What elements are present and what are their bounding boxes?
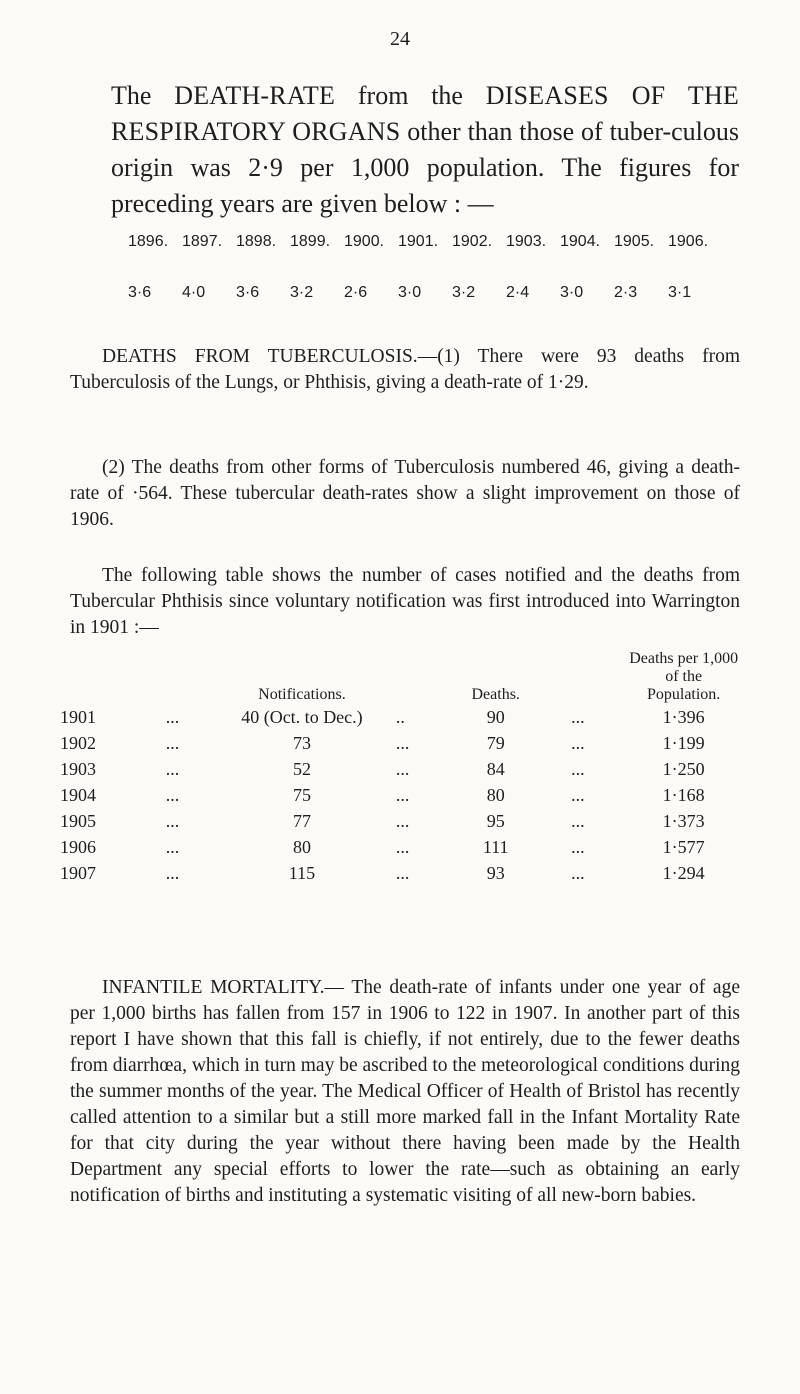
- row-notifications: 73: [292, 732, 311, 753]
- row-notifications: 80: [292, 836, 311, 857]
- rate-cell: 3·1: [668, 284, 692, 301]
- row-year: 1906: [60, 836, 96, 857]
- leader-dots: ...: [395, 732, 410, 753]
- row-notifications: 40 (Oct. to Dec.): [241, 706, 363, 727]
- tuberculosis-paragraph-2: (2) The deaths from other forms of Tuberculosis numbered 46, giving a death-rate of ·564. These tubercular death-rates show a slight improvement on those of 1906.: [70, 457, 740, 530]
- intro-caps-2: DISEASES OF THE RESPIRATORY ORGANS: [111, 81, 739, 146]
- rate-cell: 2·3: [614, 284, 638, 301]
- header-rate-line1: Deaths per 1,000: [629, 650, 739, 667]
- year-cell: 1903.: [506, 233, 547, 250]
- leader-dots: ...: [395, 810, 410, 831]
- year-cell: 1906.: [668, 233, 709, 250]
- year-cell: 1896.: [128, 233, 169, 250]
- year-cell: 1902.: [452, 233, 493, 250]
- header-notifications: Notifications.: [258, 686, 346, 703]
- tuberculosis-paragraph-3: The following table shows the number of cases notified and the deaths from Tubercular Phthisis since voluntary notification was first introduced into Warrington in 1901 :—: [70, 565, 740, 638]
- table-row: [60, 756, 760, 782]
- leader-dots: ...: [571, 784, 585, 805]
- tuberculosis-paragraph-1: [70, 344, 740, 396]
- rate-cell: 3·6: [236, 284, 260, 301]
- year-cell: 1898.: [236, 233, 277, 250]
- leader-dots: ...: [395, 758, 410, 779]
- row-rate: 1·373: [662, 810, 705, 831]
- table-row: [60, 860, 760, 886]
- row-year: 1901: [60, 706, 96, 727]
- leader-dots: ...: [571, 836, 585, 857]
- rate-cell: 3·2: [452, 284, 476, 301]
- row-rate: 1·294: [662, 862, 705, 883]
- years-row: [128, 233, 722, 251]
- row-rate: 1·396: [662, 706, 705, 727]
- row-deaths: 111: [482, 836, 509, 857]
- row-deaths: 90: [486, 706, 505, 727]
- table-row: [60, 782, 760, 808]
- intro-paragraph: [111, 78, 739, 222]
- leader-dots: ...: [571, 706, 585, 727]
- row-rate: 1·250: [662, 758, 705, 779]
- leader-dots: ...: [165, 836, 180, 857]
- rate-cell: 3·0: [398, 284, 422, 301]
- tuberculosis-heading: DEATHS FROM TUBERCULOSIS.: [102, 346, 418, 367]
- row-year: 1905: [60, 810, 96, 831]
- row-year: 1903: [60, 758, 96, 779]
- leader-dots: ...: [395, 862, 410, 883]
- row-notifications: 75: [292, 784, 311, 805]
- header-rate-line3: Population.: [646, 686, 721, 703]
- rate-cell: 3·0: [560, 284, 584, 301]
- intro-caps-1: DEATH-RATE: [174, 81, 336, 110]
- header-rate: [607, 650, 760, 704]
- infantile-paragraph: [70, 975, 740, 1209]
- year-cell: 1899.: [290, 233, 331, 250]
- rate-cell: 3·6: [128, 284, 152, 301]
- table-row: [60, 730, 760, 756]
- infantile-text: — The death-rate of infants under one year of age per 1,000 births has fallen from 157 in 1906 to 122 in 1907. In another part of this report I have shown that this fall is chiefly, if not entirely, due to the fewer deaths from diarrhœa, which in turn may be ascribed to the meteorological conditions during the summer months of the year. The Medical Officer of Health of Bristol has recently called attention to a similar but a still more marked fall in the Infant Mortality Rate for that city during the year without there having been made by the Health Department any special efforts to lower the rate—such as obtaining an early notification of births and instituting a systematic visiting of all new-born babies.: [70, 977, 740, 1206]
- rates-row: [128, 284, 722, 302]
- row-deaths: 95: [486, 810, 505, 831]
- page-number: 24: [390, 28, 410, 50]
- row-deaths: 80: [486, 784, 505, 805]
- leader-dots: ...: [165, 810, 180, 831]
- year-cell: 1897.: [182, 233, 223, 250]
- table-row: [60, 808, 760, 834]
- rate-cell: 4·0: [182, 284, 206, 301]
- row-year: 1902: [60, 732, 96, 753]
- table-header-row: [60, 650, 760, 704]
- leader-dots: ...: [165, 784, 180, 805]
- rate-cell: 2·4: [506, 284, 530, 301]
- row-deaths: 93: [486, 862, 505, 883]
- leader-dots: ...: [571, 732, 585, 753]
- leader-dots: ...: [165, 732, 180, 753]
- leader-dots: ...: [571, 862, 585, 883]
- row-year: 1904: [60, 784, 96, 805]
- intro-text-1: The: [111, 81, 175, 110]
- table-row: [60, 704, 760, 730]
- header-rate-line2: of the: [665, 668, 703, 685]
- year-cell: 1904.: [560, 233, 601, 250]
- row-deaths: 79: [486, 732, 505, 753]
- year-cell: 1905.: [614, 233, 655, 250]
- row-rate: 1·199: [662, 732, 705, 753]
- leader-dots: ...: [571, 810, 585, 831]
- leader-dots: ...: [571, 758, 585, 779]
- table-row: [60, 834, 760, 860]
- header-deaths: Deaths.: [471, 686, 520, 703]
- row-notifications: 77: [292, 810, 311, 831]
- rate-cell: 3·2: [290, 284, 314, 301]
- row-year: 1907: [60, 862, 96, 883]
- row-rate: 1·168: [662, 784, 705, 805]
- intro-text-2: from the: [335, 81, 486, 110]
- leader-dots: ...: [165, 862, 180, 883]
- row-notifications: 52: [292, 758, 311, 779]
- year-cell: 1900.: [344, 233, 385, 250]
- row-deaths: 84: [486, 758, 505, 779]
- notifications-table: [60, 650, 760, 886]
- leader-dots: ...: [395, 836, 410, 857]
- leader-dots: ...: [395, 784, 410, 805]
- row-notifications: 115: [288, 862, 316, 883]
- year-cell: 1901.: [398, 233, 439, 250]
- leader-dots: ...: [165, 706, 180, 727]
- rate-cell: 2·6: [344, 284, 368, 301]
- row-rate: 1·577: [662, 836, 705, 857]
- leader-dots: ...: [165, 758, 180, 779]
- leader-dots: ..: [395, 706, 405, 727]
- tuberculosis-text-1: —(1) There were 93 deaths from Tuberculosis of the Lungs, or Phthisis, giving a death-rate of 1·29.: [70, 346, 740, 393]
- infantile-heading: INFANTILE MORTALITY.: [102, 977, 325, 998]
- intro-text-3: other than those of tuber-culous origin was 2·9 per 1,000 population. The figures for preceding years are given below : —: [111, 117, 740, 218]
